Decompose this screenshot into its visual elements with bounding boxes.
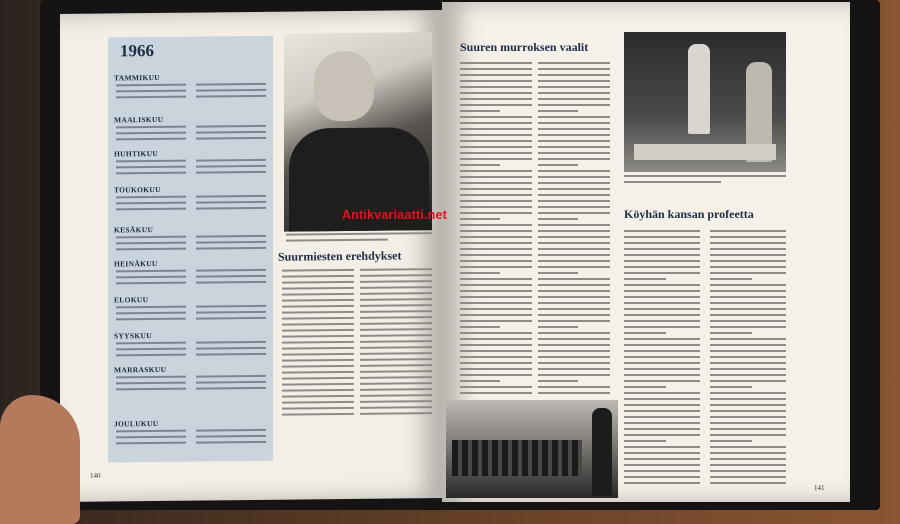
text-line xyxy=(460,308,532,310)
text-line xyxy=(538,68,610,70)
text-line xyxy=(538,164,578,166)
text-line xyxy=(624,464,700,466)
month-entry-line xyxy=(116,138,186,141)
month-entry-line xyxy=(116,348,186,351)
text-line xyxy=(710,326,786,328)
text-line xyxy=(710,248,786,250)
text-line xyxy=(538,212,610,214)
text-line xyxy=(538,74,610,76)
text-line xyxy=(460,266,532,268)
text-line xyxy=(710,404,786,406)
text-line xyxy=(538,194,610,196)
text-line xyxy=(538,368,610,370)
text-line xyxy=(624,392,700,394)
text-line xyxy=(624,290,700,292)
text-line xyxy=(460,158,532,160)
text-line xyxy=(460,272,500,274)
text-line xyxy=(538,248,610,250)
text-line xyxy=(538,146,610,148)
text-line xyxy=(538,344,610,346)
text-line xyxy=(624,410,700,412)
month-entry-line xyxy=(116,208,186,211)
text-line xyxy=(624,332,666,334)
text-line xyxy=(624,338,700,340)
text-line xyxy=(460,356,532,358)
text-line xyxy=(538,170,610,172)
text-line xyxy=(460,236,532,238)
text-line xyxy=(710,410,786,412)
month-entry-line xyxy=(196,375,266,378)
text-line xyxy=(538,80,610,82)
text-line xyxy=(624,344,700,346)
right-text-col-2 xyxy=(538,62,610,402)
text-line xyxy=(624,458,700,460)
text-line xyxy=(624,296,700,298)
text-line xyxy=(710,392,786,394)
right-heading-mid: Köyhän kansan profeetta xyxy=(624,207,754,221)
text-line xyxy=(710,452,786,454)
text-line xyxy=(538,272,578,274)
month-entry-line xyxy=(196,341,266,344)
text-line xyxy=(460,176,532,178)
month-entry-line xyxy=(116,388,186,391)
month-entry-line xyxy=(116,126,186,129)
month-entry-line xyxy=(116,276,186,279)
text-line xyxy=(460,128,532,130)
text-line xyxy=(460,62,532,64)
hand xyxy=(0,395,80,524)
portrait-caption xyxy=(286,232,432,246)
text-line xyxy=(624,278,666,280)
text-line xyxy=(710,470,786,472)
text-line xyxy=(538,224,610,226)
right-text-col-1 xyxy=(460,62,532,402)
month-entry-line xyxy=(196,137,266,140)
text-line xyxy=(538,200,610,202)
month-entry-line xyxy=(196,125,266,128)
text-line xyxy=(460,362,532,364)
text-line xyxy=(460,344,532,346)
text-line xyxy=(460,182,532,184)
month-entry-line xyxy=(196,311,266,314)
text-line xyxy=(710,314,786,316)
text-line xyxy=(460,170,532,172)
text-line xyxy=(710,446,786,448)
text-line xyxy=(624,236,700,238)
text-line xyxy=(710,308,786,310)
watermark: Antikvariaatti.net xyxy=(342,208,448,222)
month-entry-line xyxy=(196,281,266,284)
portrait-head xyxy=(314,51,374,122)
text-line xyxy=(624,374,700,376)
text-line xyxy=(460,248,532,250)
month-label: KESÄKUU xyxy=(114,225,154,235)
text-line xyxy=(460,302,532,304)
text-line xyxy=(710,230,786,232)
text-line xyxy=(710,266,786,268)
text-line xyxy=(624,416,700,418)
stage-figure xyxy=(688,44,710,134)
text-line xyxy=(624,320,700,322)
text-line xyxy=(710,296,786,298)
month-entry-line xyxy=(116,306,186,309)
text-line xyxy=(538,104,610,106)
text-line xyxy=(624,398,700,400)
month-entry-line xyxy=(196,95,266,98)
text-line xyxy=(460,326,500,328)
month-entry-line xyxy=(116,430,186,433)
text-line xyxy=(624,482,700,484)
month-entry-line xyxy=(196,207,266,210)
text-line xyxy=(624,302,700,304)
month-entry-line xyxy=(116,382,186,385)
text-line xyxy=(538,236,610,238)
month-entry-line xyxy=(196,131,266,134)
text-line xyxy=(460,368,532,370)
text-line xyxy=(460,278,532,280)
text-line xyxy=(710,464,786,466)
text-line xyxy=(624,470,700,472)
text-line xyxy=(624,404,700,406)
month-label: MARRASKUU xyxy=(114,364,167,375)
text-line xyxy=(538,206,610,208)
text-line xyxy=(538,218,578,220)
month-entry-line xyxy=(196,247,266,250)
text-line xyxy=(624,380,700,382)
month-entry-line xyxy=(196,387,266,390)
stage-platform xyxy=(634,144,776,160)
text-line xyxy=(538,314,610,316)
text-line xyxy=(710,338,786,340)
month-entry-line xyxy=(116,376,186,379)
text-line xyxy=(538,278,610,280)
left-page xyxy=(60,10,442,502)
text-line xyxy=(710,386,752,388)
text-line xyxy=(538,92,610,94)
month-entry-line xyxy=(116,282,186,285)
right-heading-top: Suuren murroksen vaalit xyxy=(460,40,589,54)
text-line xyxy=(460,290,532,292)
text-line xyxy=(710,398,786,400)
month-entry-line xyxy=(116,342,186,345)
left-text-col-1 xyxy=(282,269,354,470)
text-line xyxy=(710,482,786,484)
text-line xyxy=(538,242,610,244)
text-line xyxy=(538,356,610,358)
text-line xyxy=(538,284,610,286)
text-line xyxy=(710,350,786,352)
month-entry-line xyxy=(116,236,186,239)
text-line xyxy=(460,200,532,202)
text-line xyxy=(538,374,610,376)
left-text-col-2 xyxy=(360,268,432,469)
text-line xyxy=(460,212,532,214)
text-line xyxy=(538,116,610,118)
text-line xyxy=(624,326,700,328)
month-entry-line xyxy=(116,202,186,205)
month-entry-line xyxy=(196,441,266,444)
text-line xyxy=(624,434,700,436)
text-line xyxy=(624,314,700,316)
text-line xyxy=(460,104,532,106)
text-line xyxy=(710,242,786,244)
text-line xyxy=(624,362,700,364)
text-line xyxy=(460,152,532,154)
text-line xyxy=(710,374,786,376)
text-line xyxy=(710,260,786,262)
text-line xyxy=(710,368,786,370)
right-text-col-4 xyxy=(710,230,786,490)
text-line xyxy=(710,380,786,382)
text-line xyxy=(460,332,532,334)
text-line xyxy=(710,284,786,286)
text-line xyxy=(460,188,532,190)
text-line xyxy=(710,332,752,334)
month-label: JOULUKUU xyxy=(114,418,159,429)
text-line xyxy=(538,308,610,310)
month-entry-line xyxy=(196,201,266,204)
text-line xyxy=(538,98,610,100)
text-line xyxy=(460,98,532,100)
month-entry-line xyxy=(196,429,266,432)
text-line xyxy=(460,224,532,226)
month-entry-line xyxy=(196,171,266,174)
text-line xyxy=(538,152,610,154)
text-line xyxy=(538,110,578,112)
text-line xyxy=(538,296,610,298)
text-line xyxy=(460,206,532,208)
month-entry-line xyxy=(116,242,186,245)
month-entry-line xyxy=(196,269,266,272)
month-entry-line xyxy=(196,347,266,350)
month-entry-line xyxy=(116,318,186,321)
text-line xyxy=(460,230,532,232)
stage-caption xyxy=(624,175,786,187)
text-line xyxy=(460,68,532,70)
right-page xyxy=(442,2,850,502)
text-line xyxy=(624,446,700,448)
text-line xyxy=(538,158,610,160)
month-entry-line xyxy=(196,381,266,384)
text-line xyxy=(460,86,532,88)
text-line xyxy=(710,272,786,274)
text-line xyxy=(460,374,532,376)
text-line xyxy=(624,428,700,430)
month-label: HUHTIKUU xyxy=(114,148,159,159)
text-line xyxy=(460,218,500,220)
text-line xyxy=(624,386,666,388)
text-line xyxy=(710,428,786,430)
text-line xyxy=(460,254,532,256)
choir-photo xyxy=(446,400,618,498)
month-label: TAMMIKUU xyxy=(114,72,161,83)
text-line xyxy=(460,116,532,118)
conductor-figure xyxy=(592,408,612,496)
month-entry-line xyxy=(196,159,266,162)
text-line xyxy=(460,134,532,136)
text-line xyxy=(710,356,786,358)
text-line xyxy=(460,122,532,124)
text-line xyxy=(538,134,610,136)
text-line xyxy=(538,260,610,262)
text-line xyxy=(624,368,700,370)
text-line xyxy=(538,290,610,292)
month-entry-line xyxy=(196,89,266,92)
text-line xyxy=(538,386,610,388)
text-line xyxy=(460,380,500,382)
text-line xyxy=(710,476,786,478)
stage-photo xyxy=(624,32,786,172)
text-line xyxy=(624,440,666,442)
text-line xyxy=(460,320,532,322)
month-entry-line xyxy=(116,442,186,445)
text-line xyxy=(624,422,700,424)
month-entry-line xyxy=(196,275,266,278)
text-line xyxy=(538,176,610,178)
text-line xyxy=(710,290,786,292)
month-entry-line xyxy=(116,96,186,99)
text-line xyxy=(538,62,610,64)
text-line xyxy=(460,386,532,388)
text-line xyxy=(538,254,610,256)
month-label: MAALISKUU xyxy=(114,114,164,125)
left-page-number: 140 xyxy=(90,471,101,480)
text-line xyxy=(624,248,700,250)
text-line xyxy=(538,122,610,124)
text-line xyxy=(624,254,700,256)
text-line xyxy=(624,284,700,286)
text-line xyxy=(538,302,610,304)
text-line xyxy=(460,260,532,262)
text-line xyxy=(624,350,700,352)
right-page-number: 141 xyxy=(814,484,825,492)
text-line xyxy=(460,314,532,316)
month-entry-line xyxy=(196,165,266,168)
text-line xyxy=(538,182,610,184)
month-entry-line xyxy=(196,235,266,238)
month-entry-line xyxy=(196,195,266,198)
month-entry-line xyxy=(116,132,186,135)
text-line xyxy=(460,296,532,298)
month-label: SYYSKUU xyxy=(114,331,152,341)
text-line xyxy=(460,74,532,76)
month-entry-line xyxy=(196,241,266,244)
text-line xyxy=(460,242,532,244)
portrait-photo xyxy=(284,32,432,232)
left-heading: Suurmiesten erehdykset xyxy=(278,248,402,264)
text-line xyxy=(624,308,700,310)
month-entry-line xyxy=(196,435,266,438)
month-entry-line xyxy=(116,172,186,175)
month-label: HEINÄKUU xyxy=(114,258,158,269)
text-line xyxy=(710,344,786,346)
month-entry-line xyxy=(116,196,186,199)
text-line xyxy=(538,338,610,340)
text-line xyxy=(460,146,532,148)
text-line xyxy=(538,128,610,130)
month-entry-line xyxy=(116,436,186,439)
month-entry-line xyxy=(116,354,186,357)
text-line xyxy=(710,302,786,304)
month-entry-line xyxy=(116,312,186,315)
text-line xyxy=(538,392,610,394)
text-line xyxy=(710,254,786,256)
text-line xyxy=(460,392,532,394)
text-line xyxy=(460,164,500,166)
text-line xyxy=(460,194,532,196)
text-line xyxy=(538,86,610,88)
text-line xyxy=(624,266,700,268)
text-line xyxy=(710,458,786,460)
text-line xyxy=(538,140,610,142)
text-line xyxy=(460,338,532,340)
text-line xyxy=(624,242,700,244)
text-line xyxy=(538,188,610,190)
text-line xyxy=(460,350,532,352)
text-line xyxy=(624,356,700,358)
month-entry-line xyxy=(196,353,266,356)
text-line xyxy=(710,320,786,322)
text-line xyxy=(538,266,610,268)
month-entry-line xyxy=(116,90,186,93)
text-line xyxy=(710,278,752,280)
text-line xyxy=(460,92,532,94)
text-line xyxy=(460,110,500,112)
text-line xyxy=(624,272,700,274)
text-line xyxy=(460,140,532,142)
month-label: TOUKOKUU xyxy=(114,184,161,195)
month-entry-line xyxy=(116,248,186,251)
text-line xyxy=(538,332,610,334)
text-line xyxy=(710,434,786,436)
month-entry-line xyxy=(196,317,266,320)
text-line xyxy=(538,362,610,364)
text-line xyxy=(538,230,610,232)
text-line xyxy=(624,230,700,232)
text-line xyxy=(710,236,786,238)
choir-rows xyxy=(452,440,582,476)
month-entry-line xyxy=(116,84,186,87)
text-line xyxy=(710,440,752,442)
text-line xyxy=(460,284,532,286)
text-line xyxy=(460,80,532,82)
text-line xyxy=(624,476,700,478)
text-line xyxy=(538,320,610,322)
text-line xyxy=(538,380,578,382)
month-entry-line xyxy=(116,166,186,169)
text-line xyxy=(538,350,610,352)
text-line xyxy=(624,452,700,454)
month-entry-line xyxy=(196,305,266,308)
year-heading: 1966 xyxy=(120,41,154,61)
text-line xyxy=(538,326,578,328)
right-text-col-3 xyxy=(624,230,700,490)
month-entry-line xyxy=(196,83,266,86)
text-line xyxy=(710,416,786,418)
month-label: ELOKUU xyxy=(114,295,149,305)
text-line xyxy=(710,422,786,424)
timeline-panel xyxy=(108,36,273,463)
month-entry-line xyxy=(116,160,186,163)
text-line xyxy=(624,260,700,262)
text-line xyxy=(710,362,786,364)
month-entry-line xyxy=(116,270,186,273)
